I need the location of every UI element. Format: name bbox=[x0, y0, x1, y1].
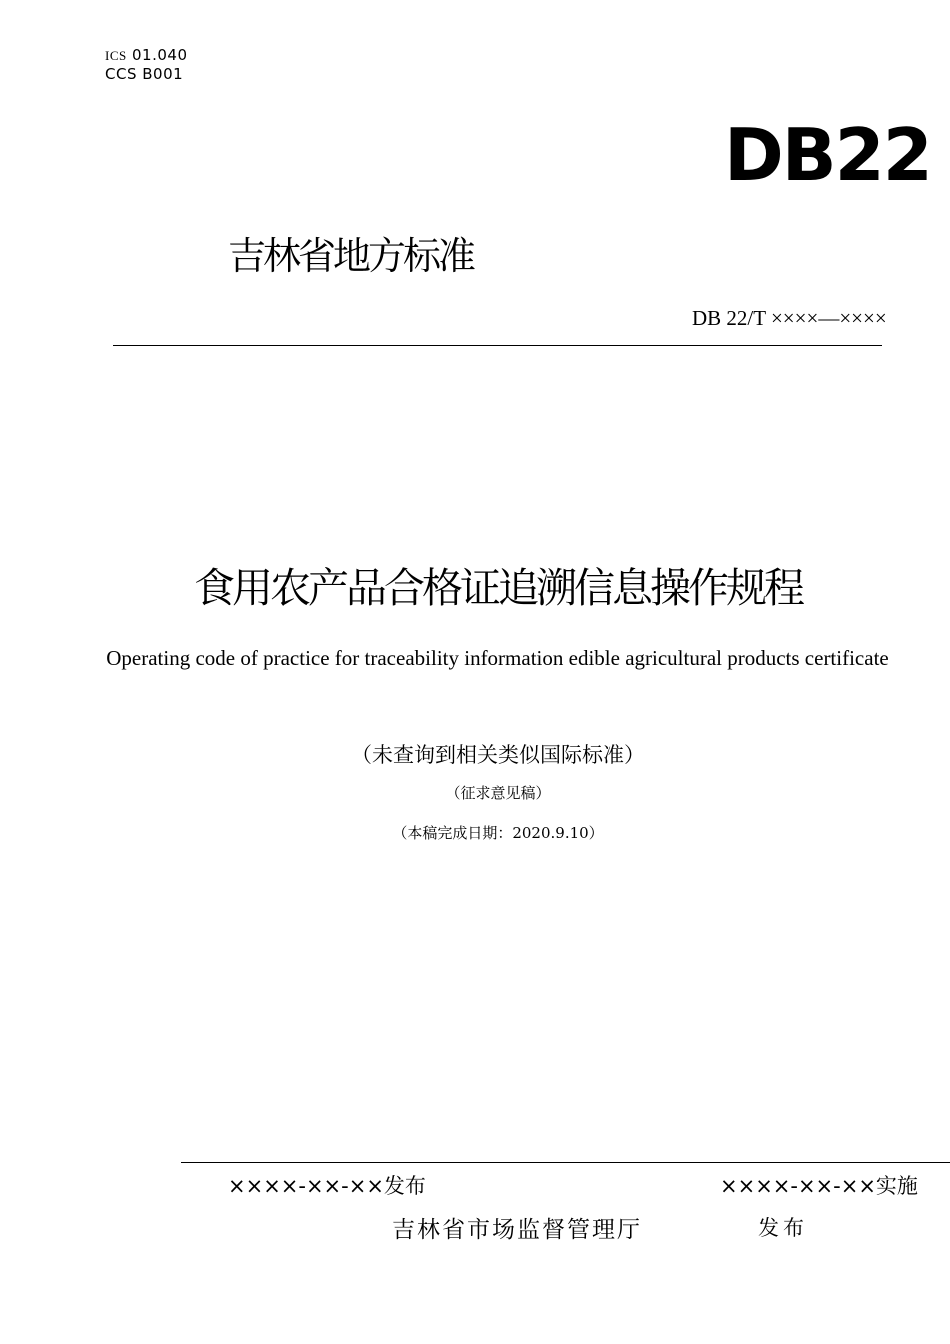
ccs-code: CCS B001 bbox=[105, 65, 184, 83]
standard-number: DB 22/T ××××—×××× bbox=[692, 306, 887, 330]
implement-date: ××××-××-××实施 bbox=[720, 1174, 918, 1198]
issue-word: 发布 bbox=[758, 1216, 808, 1240]
completion-date: （本稿完成日期：2020.9.10） bbox=[392, 824, 604, 842]
consistency-note: （未查询到相关类似国际标准） bbox=[351, 743, 645, 767]
ics-label: ICS bbox=[105, 48, 127, 63]
standard-type: 吉林省地方标准 bbox=[228, 234, 474, 278]
header-divider bbox=[113, 345, 882, 346]
draft-status: （征求意见稿） bbox=[445, 784, 551, 802]
db-mark: DB22 bbox=[724, 113, 931, 197]
footer-divider bbox=[181, 1162, 950, 1163]
publish-date: ××××-××-××发布 bbox=[228, 1174, 426, 1198]
title-english: Operating code of practice for traceability information edible agricultural products certificate bbox=[106, 646, 889, 670]
ics-number: 01.040 bbox=[132, 46, 188, 64]
title-chinese: 食用农产品合格证追溯信息操作规程 bbox=[194, 564, 802, 612]
issuer: 吉林省市场监督管理厅 bbox=[392, 1217, 642, 1243]
ics-code bbox=[105, 46, 188, 65]
